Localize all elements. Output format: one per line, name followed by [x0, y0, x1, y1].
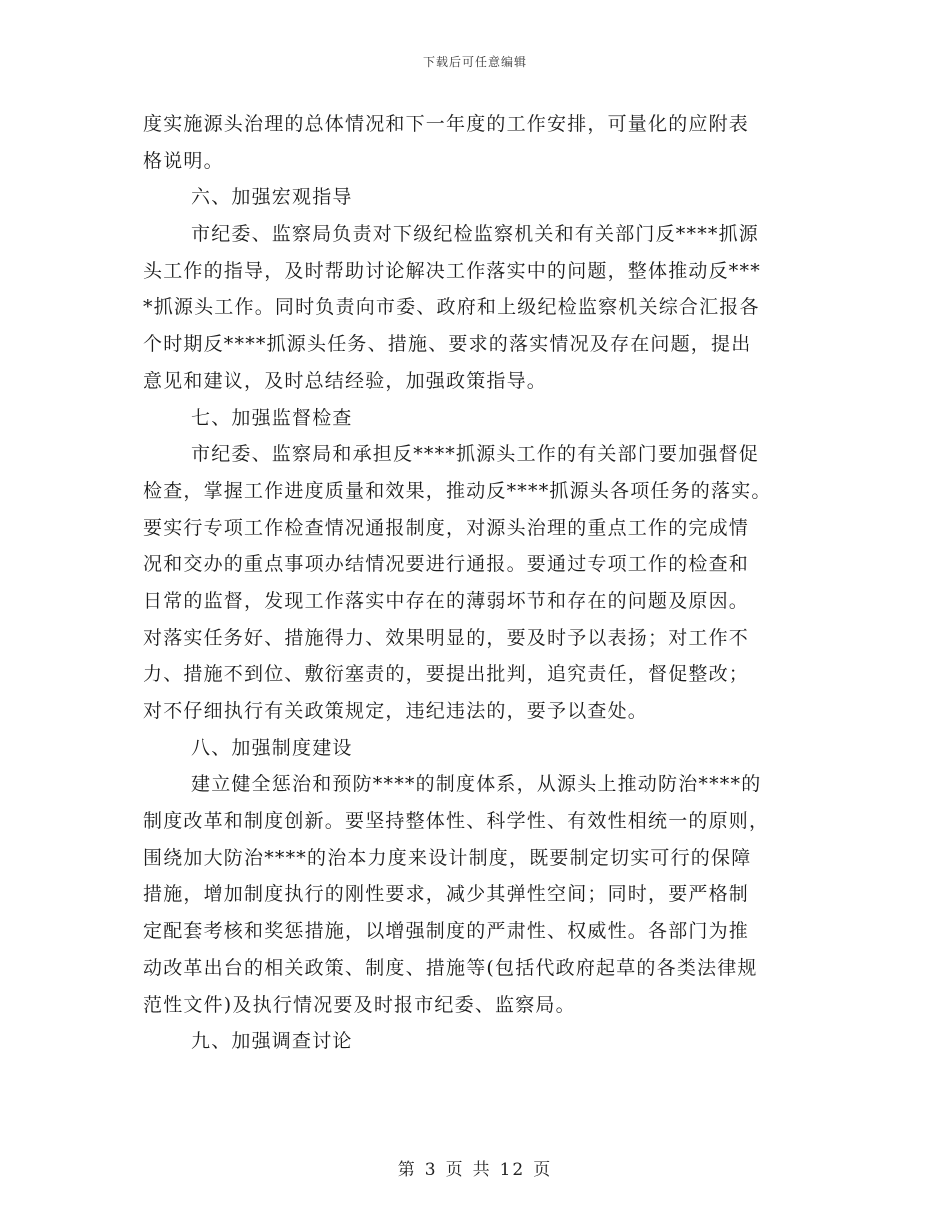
text-line: 要实行专项工作检查情况通报制度，对源头治理的重点工作的完成情	[143, 516, 750, 539]
total-page-count: 12	[499, 1160, 526, 1180]
footer-prefix: 第	[397, 1160, 417, 1180]
text-line: 范性文件)及执行情况要及时报市纪委、监察局。	[143, 993, 576, 1016]
text-line: 七、加强监督检查	[191, 406, 353, 429]
page-header: 下载后可任意编辑	[422, 55, 527, 69]
text-line: 围绕加大防治****的治本力度来设计制度，既要制定切实可行的保障	[143, 846, 752, 869]
text-line: 检查，掌握工作进度质量和效果，推动反****抓源头各项任务的落实。	[143, 479, 772, 502]
text-line: 市纪委、监察局负责对下级纪检监察机关和有关部门反****抓源	[191, 223, 760, 246]
text-line: 措施，增加制度执行的刚性要求，减少其弹性空间；同时，要严格制	[143, 883, 750, 906]
text-line: 个时期反****抓源头任务、措施、要求的落实情况及存在问题，提出	[143, 333, 752, 356]
text-line: 八、加强制度建设	[191, 736, 353, 759]
footer-total-word: 共	[472, 1160, 492, 1180]
text-line: 制度改革和制度创新。要坚持整体性、科学性、有效性相统一的原则，	[143, 810, 770, 833]
footer-page-word: 页	[445, 1160, 465, 1180]
text-line: 对不仔细执行有关政策规定，违纪违法的，要予以查处。	[143, 700, 649, 722]
text-line: 况和交办的重点事项办结情况要进行通报。要通过专项工作的检查和	[143, 553, 750, 576]
text-line: 格说明。	[143, 149, 224, 172]
text-line: *抓源头工作。同时负责向市委、政府和上级纪检监察机关综合汇报各	[143, 296, 760, 319]
text-line: 日常的监督，发现工作落实中存在的薄弱坏节和存在的问题及原因。	[143, 589, 750, 612]
text-line: 力、措施不到位、敷衍塞责的，要提出批判，追究责任，督促整改；	[143, 663, 750, 686]
text-line: 动改革出台的相关政策、制度、措施等(包括代政府起草的各类法律规	[143, 956, 758, 979]
current-page-number: 3	[424, 1160, 438, 1180]
text-line: 九、加强调查讨论	[191, 1030, 353, 1053]
footer-suffix: 页	[533, 1160, 553, 1180]
page-number-footer	[0, 1155, 950, 1180]
text-line: 头工作的指导，及时帮助讨论解决工作落实中的问题，整体推动反***	[143, 259, 761, 282]
text-line: 对落实任务好、措施得力、效果明显的，要及时予以表扬；对工作不	[143, 626, 750, 649]
text-line: 六、加强宏观指导	[191, 186, 353, 209]
text-line: 度实施源头治理的总体情况和下一年度的工作安排，可量化的应附表	[143, 113, 750, 135]
text-line: 定配套考核和奖惩措施，以增强制度的严肃性、权威性。各部门为推	[143, 920, 750, 943]
text-line: 意见和建议，及时总结经验，加强政策指导。	[143, 369, 548, 392]
text-line: 市纪委、监察局和承担反****抓源头工作的有关部门要加强督促	[191, 443, 760, 466]
text-line: 建立健全惩治和预防****的制度体系，从源头上推动防治****的	[191, 773, 762, 796]
document-body	[143, 106, 808, 1060]
